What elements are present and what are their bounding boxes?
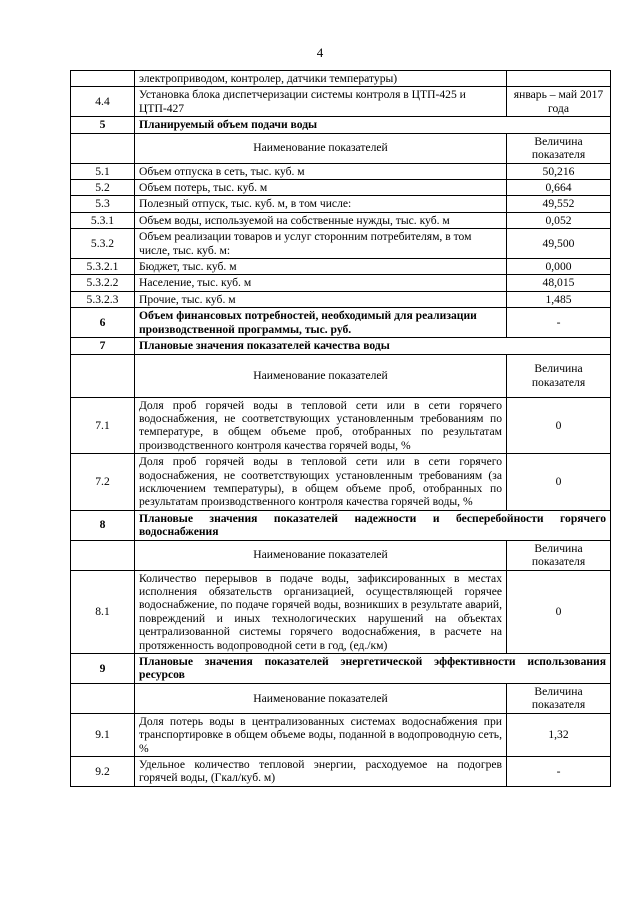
row-number: 5.1 [71,163,135,179]
column-header-value: Величина показателя [507,540,611,570]
row-text: Установка блока диспетчеризации системы контроля в ЦТП-425 и ЦТП-427 [135,87,507,117]
row-value: 0,664 [507,180,611,196]
column-header-name: Наименование показателей [135,354,507,397]
row-text: Полезный отпуск, тыс. куб. м, в том числе: [135,196,507,212]
table-row [71,180,611,196]
row-number: 5.2 [71,180,135,196]
row-text: Количество перерывов в подаче воды, зафиксированных в местах исполнения обязательств организацией, осуществляющей горячее водоснабжение, по подаче горячей воды, возникших в результате аварий, повреждений и иных технологических нарушений на объектах централизованной системы горячего водоснабжения, в расчете на протяженность водопроводной сети в год, (ед./км) [135,570,507,653]
row-text: Объем отпуска в сеть, тыс. куб. м [135,163,507,179]
section-title: Плановые значения показателей надежности и бесперебойности горячего водоснабжения [135,510,611,540]
section-header-row [71,338,611,354]
row-number: 7.1 [71,397,135,454]
column-header-name: Наименование показателей [135,133,507,163]
row-text: Объем воды, используемой на собственные нужды, тыс. куб. м [135,212,507,228]
section-title: Плановые значения показателей качества воды [135,338,611,354]
row-text: Удельное количество тепловой энергии, расходуемое на подогрев горячей воды, (Гкал/куб. м) [135,757,507,787]
row-number: 5.3.2 [71,229,135,259]
column-header-row [71,133,611,163]
table-row [71,71,611,87]
column-header-row [71,354,611,397]
row-text: Доля потерь воды в централизованных системах водоснабжения при транспортировке в общем объеме воды, поданной в водопроводную сеть, % [135,713,507,756]
table-row [71,454,611,511]
section-number: 9 [71,654,135,684]
column-header-name: Наименование показателей [135,540,507,570]
section-header-row [71,510,611,540]
row-number: 5.3.2.3 [71,291,135,307]
row-value: 0 [507,570,611,653]
table-row [71,87,611,117]
row-value: 0,052 [507,212,611,228]
row-text: Объем реализации товаров и услуг сторонним потребителям, в том числе, тыс. куб. м: [135,229,507,259]
row-value: 49,552 [507,196,611,212]
row-value: 49,500 [507,229,611,259]
table-row [71,291,611,307]
section-title: Планируемый объем подачи воды [135,117,611,133]
row-number: 5.3 [71,196,135,212]
row-text: Объем потерь, тыс. куб. м [135,180,507,196]
table-row [71,212,611,228]
row-value: - [507,757,611,787]
table-row [71,713,611,756]
table-row [71,196,611,212]
row-value: 48,015 [507,275,611,291]
table-row [71,757,611,787]
table-row [71,163,611,179]
section-title: Объем финансовых потребностей, необходимый для реализации производственной программы, тыс. руб. [135,308,507,338]
row-number: 5.3.1 [71,212,135,228]
row-text: Доля проб горячей воды в тепловой сети или в сети горячего водоснабжения, не соответствующих установленным требованиям по температуре, в общем объеме проб, отобранных по результатам производственного контроля качества горячей воды, % [135,397,507,454]
table-row [71,259,611,275]
row-number: 9.2 [71,757,135,787]
row-text: электроприводом, контролер, датчики температуры) [135,71,507,87]
row-value: январь – май 2017 года [507,87,611,117]
row-number: 9.1 [71,713,135,756]
row-value: 0 [507,454,611,511]
column-header-value: Величина показателя [507,683,611,713]
column-header-value: Величина показателя [507,354,611,397]
table-row [71,229,611,259]
row-value: 1,485 [507,291,611,307]
section-header-row [71,654,611,684]
row-text: Прочие, тыс. куб. м [135,291,507,307]
row-text: Бюджет, тыс. куб. м [135,259,507,275]
section-number: 5 [71,117,135,133]
row-text: Население, тыс. куб. м [135,275,507,291]
row-value: 1,32 [507,713,611,756]
row-value: 0 [507,397,611,454]
section-number: 6 [71,308,135,338]
row-number: 5.3.2.2 [71,275,135,291]
section-title: Плановые значения показателей энергетической эффективности использования ресурсов [135,654,611,684]
row-value [507,71,611,87]
section-number: 8 [71,510,135,540]
section-header-row [71,117,611,133]
row-value: - [507,308,611,338]
table-row [71,570,611,653]
column-header-name: Наименование показателей [135,683,507,713]
row-value: 0,000 [507,259,611,275]
table-row [71,275,611,291]
section-header-row [71,308,611,338]
program-table [70,70,611,787]
section-number: 7 [71,338,135,354]
column-header-row [71,683,611,713]
row-number: 8.1 [71,570,135,653]
row-value: 50,216 [507,163,611,179]
row-number: 4.4 [71,87,135,117]
table-row [71,397,611,454]
row-number: 7.2 [71,454,135,511]
row-text: Доля проб горячей воды в тепловой сети или в сети горячего водоснабжения, не соответствующих установленным требованиям (за исключением температуры), в общем объеме проб, отобранных по результатам производственного контроля качества горячей воды, % [135,454,507,511]
column-header-value: Величина показателя [507,133,611,163]
row-number: 5.3.2.1 [71,259,135,275]
row-number [71,71,135,87]
column-header-row [71,540,611,570]
page-number: 4 [316,45,324,60]
